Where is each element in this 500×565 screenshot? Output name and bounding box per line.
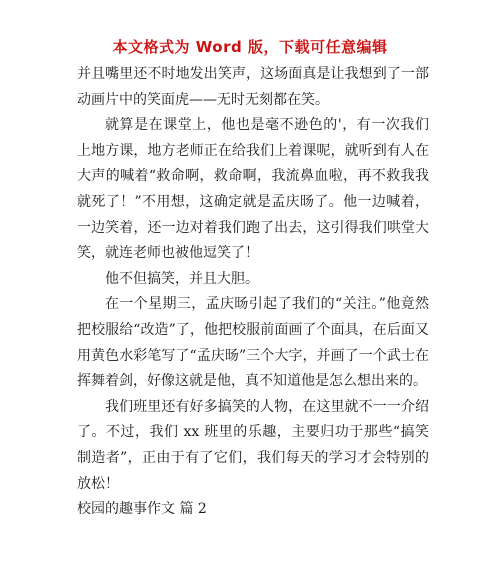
article-body (77, 62, 429, 523)
paragraph-3: 他不但搞笑，并且大胆。 (105, 270, 259, 287)
paragraph-5: 我们班里还有好多搞笑的人物，在这里就不一一介绍了。不过，我们 xx 班里的乐趣，主要归功于那些“搞笑制造者”，正由于有了它们，我们每天的学习才会特别的放松！ (77, 398, 429, 492)
paragraph-4: 在一个星期三，孟庆旸引起了我们的“关注。”他竟然把校服给“改造”了，他把校服前面画了个面具，在后面又用黄色水彩笔写了“孟庆旸”三个大字，并画了一个武士在挥舞着剑，好像这就是他，真不知道他是怎么想出来的。 (77, 296, 429, 390)
section-heading: 校园的趣事作文 篇 2 (77, 501, 207, 518)
paragraph-2: 就算是在课堂上，他也是毫不逊色的'，有一次我们上地方课，地方老师正在给我们上着课呢，就听到有人在大声的喊着“救命啊，救命啊，我流鼻血啦，再不救我我就死了！”不用想，这确定就是孟庆旸了。他一边喊着，一边笑着，还一边对着我们跑了出去，这引得我们哄堂大笑，就连老师也被他逗笑了！ (77, 117, 429, 262)
paragraph-1: 并且嘴里还不时地发出笑声，这场面真是让我想到了一部动画片中的笑面虎——无时无刻都在笑。 (77, 66, 429, 108)
download-banner: 本文格式为 Word 版，下载可任意编辑 (112, 38, 388, 56)
